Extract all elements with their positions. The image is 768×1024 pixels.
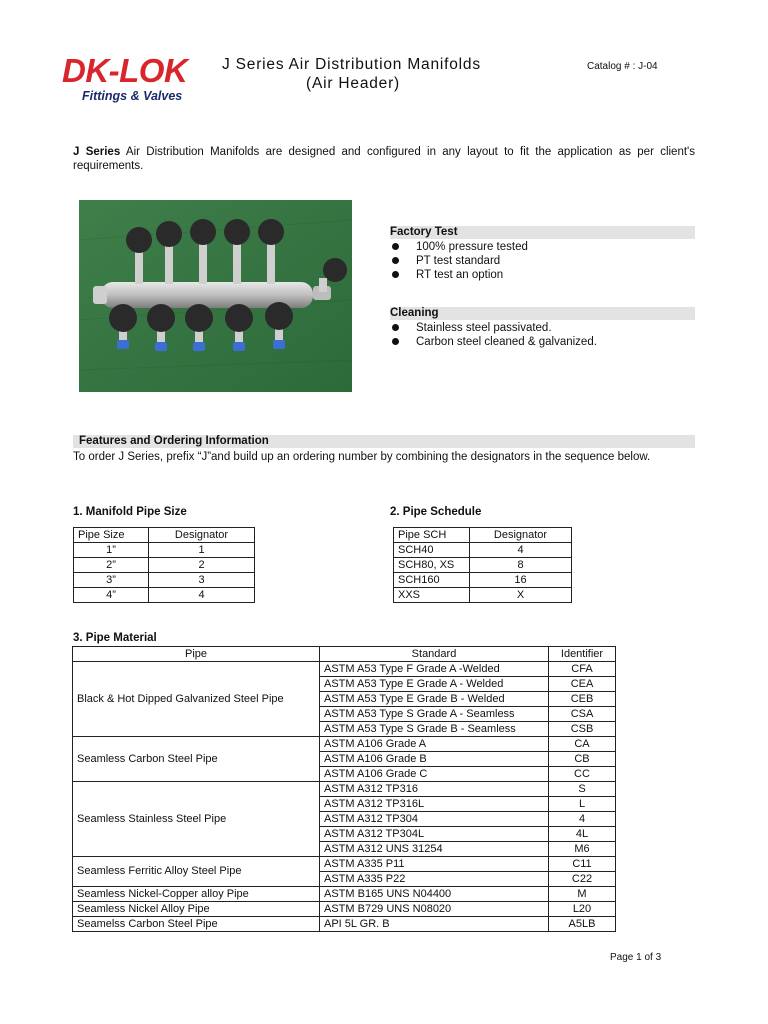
table-cell: ASTM A312 TP304 [320,812,549,827]
dk-lok-logo [62,54,212,106]
logo-tagline: Fittings & Valves [82,89,183,103]
table-cell: CSA [549,707,616,722]
table-header-cell: Standard [320,647,549,662]
catalog-number: Catalog # : J-04 [587,61,658,72]
table-cell: ASTM A106 Grade B [320,752,549,767]
cleaning-heading: Cleaning [390,307,695,320]
pipe-schedule-title: 2. Pipe Schedule [390,506,482,518]
table-cell: ASTM A106 Grade C [320,767,549,782]
table-cell: ASTM A312 TP316 [320,782,549,797]
table-cell: 3” [74,573,149,588]
table-cell: ASTM B729 UNS N08020 [320,902,549,917]
table-cell: SCH40 [394,543,470,558]
table-cell: CC [549,767,616,782]
table-cell: SCH80, XS [394,558,470,573]
table-row [394,543,572,558]
manifold-illustration [79,200,352,392]
table-cell: ASTM A312 TP316L [320,797,549,812]
table-cell: 4 [549,812,616,827]
factory-test-item: PT test standard [390,254,695,268]
table-cell: ASTM B165 UNS N04400 [320,887,549,902]
table-header-row [74,528,255,543]
table-header-cell: Pipe SCH [394,528,470,543]
table-cell-pipe: Black & Hot Dipped Galvanized Steel Pipe [73,662,320,737]
table-cell: M6 [549,842,616,857]
table-cell: ASTM A335 P11 [320,857,549,872]
features-paragraph: To order J Series, prefix “J”and build up an ordering number by combining the designators in the sequence below. [73,451,651,463]
table-cell: ASTM A53 Type E Grade A - Welded [320,677,549,692]
pipe-schedule-table [393,527,572,603]
table-cell: A5LB [549,917,616,932]
product-photo [79,200,352,392]
table-cell: ASTM A53 Type F Grade A -Welded [320,662,549,677]
intro-text: Air Distribution Manifolds are designed and configured in any layout to fit the application as per client's requirements. [73,146,695,172]
table-cell: ASTM A312 TP304L [320,827,549,842]
table-cell: SCH160 [394,573,470,588]
table-cell: C22 [549,872,616,887]
table-cell: CSB [549,722,616,737]
table-cell: 8 [470,558,572,573]
cleaning-item: Stainless steel passivated. [390,321,695,335]
table-cell: ASTM A53 Type E Grade B - Welded [320,692,549,707]
table-cell: 3 [149,573,255,588]
pipe-material-title: 3. Pipe Material [73,632,157,644]
table-cell-pipe: Seamelss Carbon Steel Pipe [73,917,320,932]
table-header-row [394,528,572,543]
intro-paragraph [73,145,695,173]
table-cell-pipe: Seamless Nickel Alloy Pipe [73,902,320,917]
table-row [394,558,572,573]
table-cell: 2” [74,558,149,573]
cleaning-list [390,321,695,349]
table-row [73,737,616,752]
cleaning-item: Carbon steel cleaned & galvanized. [390,335,695,349]
table-cell: ASTM A106 Grade A [320,737,549,752]
table-cell-pipe: Seamless Carbon Steel Pipe [73,737,320,782]
table-row [73,857,616,872]
logo-wordmark: DK-LOK [62,52,188,89]
table-cell: L [549,797,616,812]
table-cell: API 5L GR. B [320,917,549,932]
pipe-size-title: 1. Manifold Pipe Size [73,506,187,518]
factory-test-item: RT test an option [390,268,695,282]
table-header-cell: Identifier [549,647,616,662]
table-cell: M [549,887,616,902]
table-cell: S [549,782,616,797]
table-cell: ASTM A53 Type S Grade A - Seamless [320,707,549,722]
table-header-cell: Pipe [73,647,320,662]
table-cell: X [470,588,572,603]
table-row [394,573,572,588]
table-cell: 1” [74,543,149,558]
table-header-cell: Designator [470,528,572,543]
pipe-material-table [72,646,616,932]
table-cell: XXS [394,588,470,603]
table-row [73,782,616,797]
table-cell: CFA [549,662,616,677]
table-cell-pipe: Seamless Stainless Steel Pipe [73,782,320,857]
table-cell: 16 [470,573,572,588]
table-row [73,887,616,902]
table-row [74,588,255,603]
table-row [74,543,255,558]
pipe-size-table [73,527,255,603]
table-cell: ASTM A53 Type S Grade B - Seamless [320,722,549,737]
table-cell-pipe: Seamless Nickel-Copper alloy Pipe [73,887,320,902]
table-row [394,588,572,603]
table-header-cell: Pipe Size [74,528,149,543]
table-cell: CA [549,737,616,752]
document-title: J Series Air Distribution Manifolds [222,56,481,73]
table-cell: 4 [470,543,572,558]
table-cell: 1 [149,543,255,558]
table-cell: ASTM A335 P22 [320,872,549,887]
intro-lead: J Series [73,146,121,158]
table-cell: 4 [149,588,255,603]
table-row [73,917,616,932]
table-cell: 4L [549,827,616,842]
table-header-row [73,647,616,662]
features-heading: Features and Ordering Information [73,435,695,448]
document-subtitle: (Air Header) [306,75,401,92]
factory-test-item: 100% pressure tested [390,240,695,254]
table-row [74,573,255,588]
table-cell: L20 [549,902,616,917]
table-cell: 2 [149,558,255,573]
table-cell: CEB [549,692,616,707]
table-row [73,902,616,917]
table-cell: 4” [74,588,149,603]
table-cell: CB [549,752,616,767]
factory-test-list [390,240,695,282]
table-cell-pipe: Seamless Ferritic Alloy Steel Pipe [73,857,320,887]
table-row [74,558,255,573]
table-header-cell: Designator [149,528,255,543]
table-cell: CEA [549,677,616,692]
table-cell: ASTM A312 UNS 31254 [320,842,549,857]
page-number: Page 1 of 3 [610,952,662,963]
factory-test-heading: Factory Test [390,226,695,239]
table-cell: C11 [549,857,616,872]
table-row [73,662,616,677]
